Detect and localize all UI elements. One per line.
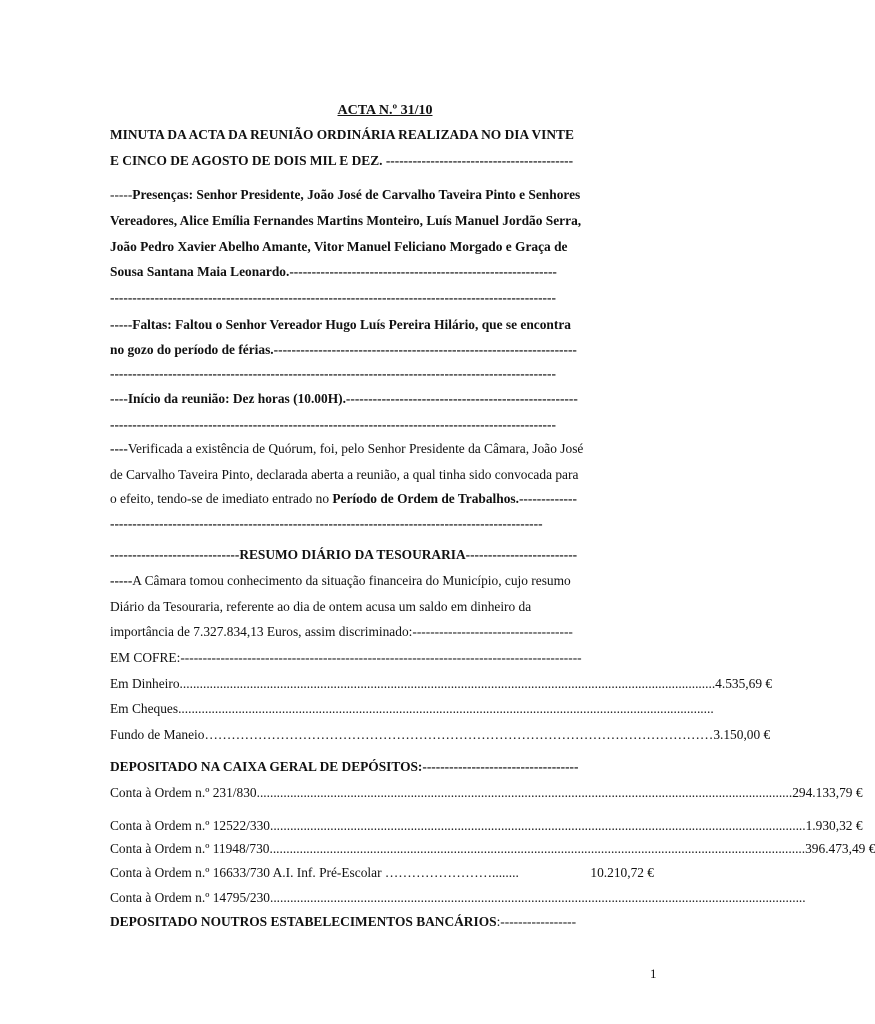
em-cheques-row <box>110 700 714 718</box>
cgd-heading: DEPOSITADO NA CAIXA GERAL DE DEPÓSITOS:----------------------------------- <box>110 759 579 774</box>
conta-amount: 396.473,49 € <box>805 841 875 856</box>
verificada-line-3 <box>110 490 660 508</box>
document-title: ACTA N.º 31/10 <box>337 103 433 118</box>
conta-row <box>110 864 660 882</box>
dot-leader: ................................................................................................................................................................ <box>269 890 806 905</box>
conta-amount: 294.133,79 € <box>792 785 863 800</box>
conta-label: Conta à Ordem n.º 11948/730 <box>110 841 270 856</box>
conta-amount: 10.210,72 € <box>590 865 654 880</box>
em-cheques-label: Em Cheques <box>110 701 179 716</box>
ordem-trabalhos-label: Período de Ordem de Trabalhos.------------- <box>332 491 577 506</box>
presencas-text: : Senhor Presidente, João José de Carvalho Taveira Pinto e Senhores <box>188 187 581 202</box>
heading-line-1: MINUTA DA ACTA DA REUNIÃO ORDINÁRIA REALIZADA NO DIA VINTE <box>110 127 574 142</box>
em-dinheiro-label: Em Dinheiro <box>110 676 180 691</box>
dot-leader: ................................................................................................................................................................ <box>269 841 806 856</box>
fundo-maneio-label: Fundo de Maneio <box>110 727 205 742</box>
separator-line: ---------------------------------------------------------------------------------------------------- <box>110 417 556 432</box>
resumo-heading: -----------------------------RESUMO DIÁRIO DA TESOURARIA------------------------- <box>110 547 578 562</box>
dot-leader: ................................................................................................................................................................ <box>269 818 806 833</box>
em-cofre-line: EM COFRE:------------------------------------------------------------------------------------------ <box>110 650 582 665</box>
dot-leader: ................................................................................................................................................................ <box>178 701 714 716</box>
separator-line: ---------------------------------------------------------------------------------------------------- <box>110 290 556 305</box>
presencas-line-3: João Pedro Xavier Abelho Amante, Vitor Manuel Feliciano Morgado e Graça de <box>110 239 568 254</box>
dot-leader: …………………………………………………………………………………………………… <box>204 727 714 742</box>
presencas-line-1 <box>110 186 660 204</box>
conta-label: Conta à Ordem n.º 231/830 <box>110 785 257 800</box>
conta-label: Conta à Ordem n.º 12522/330 <box>110 818 270 833</box>
presencas-line-2: Vereadores, Alice Emília Fernandes Martins Monteiro, Luís Manuel Jordão Serra, <box>110 213 582 228</box>
dot-leader: ................................................................................................................................................................ <box>256 785 793 800</box>
conta-row <box>110 889 806 907</box>
faltas-line-1: -----Faltas: Faltou o Senhor Vereador Hugo Luís Pereira Hilário, que se encontra <box>110 317 571 332</box>
camara-line-2: Diário da Tesouraria, referente ao dia de ontem acusa um saldo em dinheiro da <box>110 599 532 614</box>
conta-label: Conta à Ordem n.º 14795/230 <box>110 890 270 905</box>
conta-label: Conta à Ordem n.º 16633/730 A.I. Inf. Pré-Escolar ……………………........ <box>110 865 519 880</box>
inicio-line: ----Início da reunião: Dez horas (10.00H).---------------------------------------------------- <box>110 391 578 406</box>
verificada-line-1 <box>110 440 660 458</box>
fundo-maneio-row <box>110 726 771 744</box>
em-dinheiro-amount: 4.535,69 € <box>715 676 773 691</box>
conta-amount: 1.930,32 € <box>805 818 863 833</box>
presencas-line-4: Sousa Santana Maia Leonardo.------------------------------------------------------------ <box>110 264 557 279</box>
camara-line-3: importância de 7.327.834,13 Euros, assim discriminado:------------------------------------ <box>110 624 573 639</box>
outros-heading <box>110 913 660 931</box>
page-number: 1 <box>650 966 657 981</box>
dash-prefix: ---- <box>110 441 128 456</box>
faltas-line-2: no gozo do período de férias.-------------------------------------------------------------------- <box>110 342 577 357</box>
em-dinheiro-row <box>110 675 773 693</box>
verificada-text: o efeito, tendo-se de imediato entrado no <box>110 491 333 506</box>
separator-line: ------------------------------------------------------------------------------------------------- <box>110 516 543 531</box>
dash-prefix: ----- <box>110 187 133 202</box>
outros-heading-dashes: :----------------- <box>496 914 577 929</box>
outros-heading-label: DEPOSITADO NOUTROS ESTABELECIMENTOS BANCÁRIOS <box>110 914 497 929</box>
conta-row <box>110 840 875 858</box>
camara-text: A Câmara tomou conhecimento da situação financeira do Município, cujo resumo <box>132 573 571 588</box>
dash-prefix: ----- <box>110 573 133 588</box>
heading-line-2: E CINCO DE AGOSTO DE DOIS MIL E DEZ. ------------------------------------------ <box>110 153 574 168</box>
verificada-line-2: de Carvalho Taveira Pinto, declarada aberta a reunião, a qual tinha sido convocada para <box>110 467 579 482</box>
separator-line: ---------------------------------------------------------------------------------------------------- <box>110 366 556 381</box>
conta-row <box>110 817 863 835</box>
dot-leader: ................................................................................................................................................................ <box>179 676 716 691</box>
presencas-label: Presenças <box>132 187 189 202</box>
verificada-text: Verificada a existência de Quórum, foi, pelo Senhor Presidente da Câmara, João José <box>127 441 584 456</box>
conta-row <box>110 784 863 802</box>
camara-line-1 <box>110 572 660 590</box>
fundo-maneio-amount: 3.150,00 € <box>713 727 771 742</box>
